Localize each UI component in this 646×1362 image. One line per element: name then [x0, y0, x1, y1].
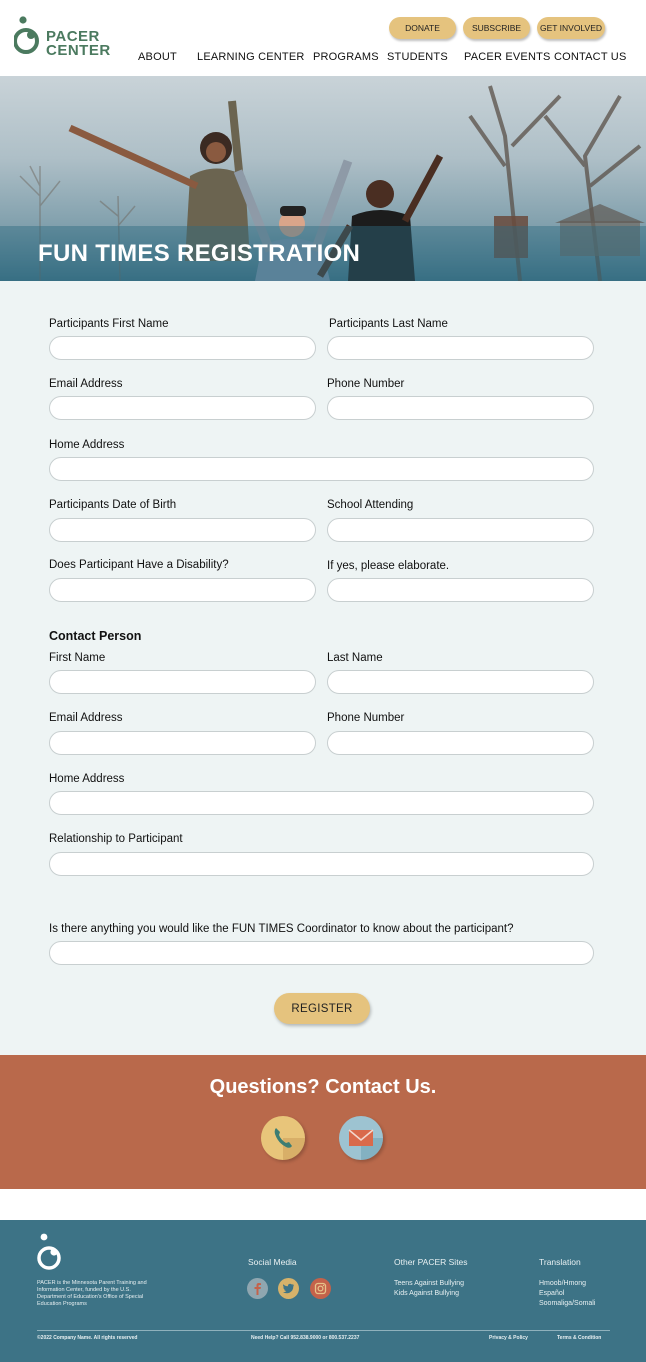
school-attending-label: School Attending: [327, 499, 414, 511]
donate-button[interactable]: DONATE: [389, 17, 456, 39]
teens-against-bullying-link[interactable]: Teens Against Bullying: [394, 1280, 465, 1287]
contact-email-input[interactable]: [49, 731, 316, 755]
facebook-icon: [247, 1278, 268, 1299]
relationship-input[interactable]: [49, 852, 594, 876]
nav-programs[interactable]: PROGRAMS: [313, 51, 379, 63]
participant-last-name-label: Participants Last Name: [329, 318, 448, 330]
relationship-label: Relationship to Participant: [49, 833, 183, 845]
participant-last-name-input[interactable]: [327, 336, 594, 360]
logo-line-1: PACER: [46, 28, 100, 45]
footer-logo-icon[interactable]: [35, 1232, 67, 1276]
participant-first-name-input[interactable]: [49, 336, 316, 360]
nav-about[interactable]: ABOUT: [138, 51, 177, 63]
contact-first-name-label: First Name: [49, 652, 106, 664]
hero-banner: [0, 76, 646, 281]
get-involved-button[interactable]: GET INVOLVED: [537, 17, 605, 39]
phone-icon: [261, 1116, 305, 1160]
site-header: [0, 0, 646, 76]
nav-students[interactable]: STUDENTS: [387, 51, 448, 63]
help-phone[interactable]: Need Help? Call 952.838.9000 or 800.537.2237: [251, 1335, 360, 1341]
participant-first-name-label: Participants First Name: [49, 318, 169, 330]
facebook-button[interactable]: [247, 1278, 268, 1299]
school-attending-input[interactable]: [327, 518, 594, 542]
participant-home-address-label: Home Address: [49, 439, 125, 451]
contact-banner: [0, 1055, 646, 1189]
contact-phone-input[interactable]: [327, 731, 594, 755]
page-title: FUN TIMES REGISTRATION: [38, 240, 361, 267]
twitter-icon: [278, 1278, 299, 1299]
kids-against-bullying-link[interactable]: Kids Against Bullying: [394, 1290, 459, 1297]
translation-spanish-link[interactable]: Español: [539, 1290, 565, 1297]
footer-divider: [37, 1330, 610, 1331]
elaborate-label: If yes, please elaborate.: [327, 560, 450, 572]
contact-last-name-label: Last Name: [327, 652, 383, 664]
participant-email-label: Email Address: [49, 378, 123, 390]
nav-contact-us[interactable]: CONTACT US: [554, 51, 627, 63]
footer-description: PACER is the Minnesota Parent Training and Information Center, funded by the U.S. Department of Education's Office of Special Education Programs: [37, 1280, 147, 1307]
contact-phone-label: Phone Number: [327, 712, 405, 724]
translation-somali-link[interactable]: Soomaliga/Somali: [539, 1300, 596, 1307]
participant-dob-label: Participants Date of Birth: [49, 499, 177, 511]
contact-email-label: Email Address: [49, 712, 123, 724]
contact-home-address-label: Home Address: [49, 773, 125, 785]
translation-heading: Translation: [539, 1257, 581, 1267]
copyright: ©2022 Company Name. All rights reserved: [37, 1335, 138, 1341]
contact-home-address-input[interactable]: [49, 791, 594, 815]
nav-pacer-events[interactable]: PACER EVENTS: [464, 51, 551, 63]
coordinator-question-label: Is there anything you would like the FUN TIMES Coordinator to know about the participant?: [49, 923, 514, 935]
participant-dob-input[interactable]: [49, 518, 316, 542]
contact-heading: Questions? Contact Us.: [209, 1076, 437, 1098]
email-button[interactable]: [339, 1116, 383, 1160]
instagram-icon: [310, 1278, 331, 1299]
social-heading: Social Media: [248, 1257, 297, 1267]
site-footer: [0, 1220, 646, 1362]
privacy-policy-link[interactable]: Privacy & Policy: [489, 1335, 528, 1341]
spacer: [0, 1189, 646, 1220]
subscribe-button[interactable]: SUBSCRIBE: [463, 17, 530, 39]
phone-button[interactable]: [261, 1116, 305, 1160]
logo-wordmark[interactable]: [46, 30, 111, 58]
participant-phone-label: Phone Number: [327, 378, 405, 390]
envelope-icon: [339, 1116, 383, 1160]
elaborate-input[interactable]: [327, 578, 594, 602]
participant-home-address-input[interactable]: [49, 457, 594, 481]
contact-first-name-input[interactable]: [49, 670, 316, 694]
translation-hmong-link[interactable]: Hmoob/Hmong: [539, 1280, 587, 1287]
terms-link[interactable]: Terms & Condition: [557, 1335, 602, 1341]
participant-email-input[interactable]: [49, 396, 316, 420]
disability-label: Does Participant Have a Disability?: [49, 559, 229, 571]
twitter-button[interactable]: [278, 1278, 299, 1299]
instagram-button[interactable]: [310, 1278, 331, 1299]
disability-input[interactable]: [49, 578, 316, 602]
logo-line-2: CENTER: [46, 42, 111, 59]
other-sites-heading: Other PACER Sites: [394, 1257, 468, 1267]
register-button[interactable]: REGISTER: [274, 993, 370, 1024]
coordinator-notes-input[interactable]: [49, 941, 594, 965]
contact-last-name-input[interactable]: [327, 670, 594, 694]
participant-phone-input[interactable]: [327, 396, 594, 420]
nav-learning-center[interactable]: LEARNING CENTER: [197, 51, 305, 63]
contact-person-heading: Contact Person: [49, 629, 142, 643]
